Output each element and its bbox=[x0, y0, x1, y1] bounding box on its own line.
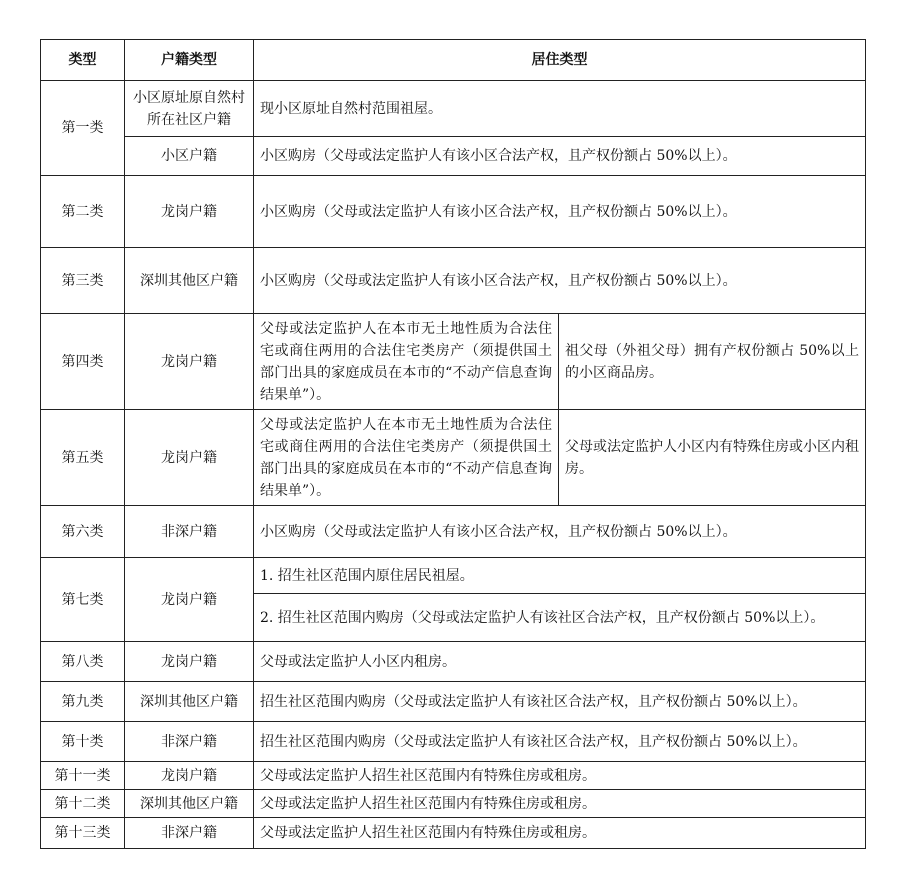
residence-left-cell: 父母或法定监护人在本市无土地性质为合法住宅或商住两用的合法住宅类房产（须提供国土部门出具的家庭成员在本市的“不动产信息查询结果单”）。 bbox=[254, 314, 559, 410]
table-row bbox=[41, 762, 866, 790]
residence-cell: 2. 招生社区范围内购房（父母或法定监护人有该社区合法产权，且产权份额占 50%以上）。 bbox=[254, 594, 866, 642]
type-cell: 第十一类 bbox=[41, 762, 125, 790]
type-cell: 第九类 bbox=[41, 682, 125, 722]
header-residence: 居住类型 bbox=[254, 40, 866, 81]
residence-cell: 招生社区范围内购房（父母或法定监护人有该社区合法产权，且产权份额占 50%以上）。 bbox=[254, 722, 866, 762]
hukou-cell: 非深户籍 bbox=[125, 506, 254, 558]
type-cell: 第七类 bbox=[41, 558, 125, 642]
residence-cell: 小区购房（父母或法定监护人有该小区合法产权，且产权份额占 50%以上）。 bbox=[254, 176, 866, 248]
residence-cell: 1. 招生社区范围内原住居民祖屋。 bbox=[254, 558, 866, 594]
hukou-cell: 小区户籍 bbox=[125, 137, 254, 176]
type-cell: 第一类 bbox=[41, 81, 125, 176]
residence-cell: 现小区原址自然村范围祖屋。 bbox=[254, 81, 866, 137]
table-row bbox=[41, 81, 866, 137]
header-hukou: 户籍类型 bbox=[125, 40, 254, 81]
residence-cell: 父母或法定监护人招生社区范围内有特殊住房或租房。 bbox=[254, 762, 866, 790]
residence-right-cell: 祖父母（外祖父母）拥有产权份额占 50%以上的小区商品房。 bbox=[559, 314, 866, 410]
residence-cell: 招生社区范围内购房（父母或法定监护人有该社区合法产权，且产权份额占 50%以上）。 bbox=[254, 682, 866, 722]
table-row bbox=[41, 314, 866, 410]
type-cell: 第二类 bbox=[41, 176, 125, 248]
hukou-cell: 龙岗户籍 bbox=[125, 410, 254, 506]
hukou-cell: 龙岗户籍 bbox=[125, 558, 254, 642]
type-cell: 第四类 bbox=[41, 314, 125, 410]
table-row bbox=[41, 682, 866, 722]
table-row bbox=[41, 722, 866, 762]
hukou-cell: 非深户籍 bbox=[125, 818, 254, 849]
residence-cell: 小区购房（父母或法定监护人有该小区合法产权，且产权份额占 50%以上）。 bbox=[254, 137, 866, 176]
type-cell: 第五类 bbox=[41, 410, 125, 506]
hukou-cell: 龙岗户籍 bbox=[125, 762, 254, 790]
hukou-cell: 小区原址原自然村所在社区户籍 bbox=[125, 81, 254, 137]
residence-cell: 父母或法定监护人招生社区范围内有特殊住房或租房。 bbox=[254, 790, 866, 818]
type-cell: 第十三类 bbox=[41, 818, 125, 849]
table-row bbox=[41, 137, 866, 176]
type-cell: 第八类 bbox=[41, 642, 125, 682]
hukou-cell: 深圳其他区户籍 bbox=[125, 790, 254, 818]
residence-left-cell: 父母或法定监护人在本市无土地性质为合法住宅或商住两用的合法住宅类房产（须提供国土部门出具的家庭成员在本市的“不动产信息查询结果单”）。 bbox=[254, 410, 559, 506]
hukou-cell: 深圳其他区户籍 bbox=[125, 682, 254, 722]
table-row bbox=[41, 248, 866, 314]
table-row bbox=[41, 506, 866, 558]
type-cell: 第十类 bbox=[41, 722, 125, 762]
hukou-cell: 深圳其他区户籍 bbox=[125, 248, 254, 314]
residence-cell: 父母或法定监护人招生社区范围内有特殊住房或租房。 bbox=[254, 818, 866, 849]
type-cell: 第十二类 bbox=[41, 790, 125, 818]
residence-cell: 小区购房（父母或法定监护人有该小区合法产权，且产权份额占 50%以上）。 bbox=[254, 248, 866, 314]
hukou-cell: 非深户籍 bbox=[125, 722, 254, 762]
type-cell: 第三类 bbox=[41, 248, 125, 314]
type-cell: 第六类 bbox=[41, 506, 125, 558]
table-row bbox=[41, 410, 866, 506]
residence-right-cell: 父母或法定监护人小区内有特殊住房或小区内租房。 bbox=[559, 410, 866, 506]
header-type: 类型 bbox=[41, 40, 125, 81]
hukou-cell: 龙岗户籍 bbox=[125, 642, 254, 682]
residence-cell: 小区购房（父母或法定监护人有该小区合法产权，且产权份额占 50%以上）。 bbox=[254, 506, 866, 558]
admission-category-table bbox=[40, 39, 866, 849]
table-row bbox=[41, 176, 866, 248]
table-header-row bbox=[41, 40, 866, 81]
residence-cell: 父母或法定监护人小区内租房。 bbox=[254, 642, 866, 682]
table-row bbox=[41, 790, 866, 818]
hukou-cell: 龙岗户籍 bbox=[125, 176, 254, 248]
table-row bbox=[41, 818, 866, 849]
hukou-cell: 龙岗户籍 bbox=[125, 314, 254, 410]
table-row bbox=[41, 642, 866, 682]
table-row bbox=[41, 558, 866, 594]
